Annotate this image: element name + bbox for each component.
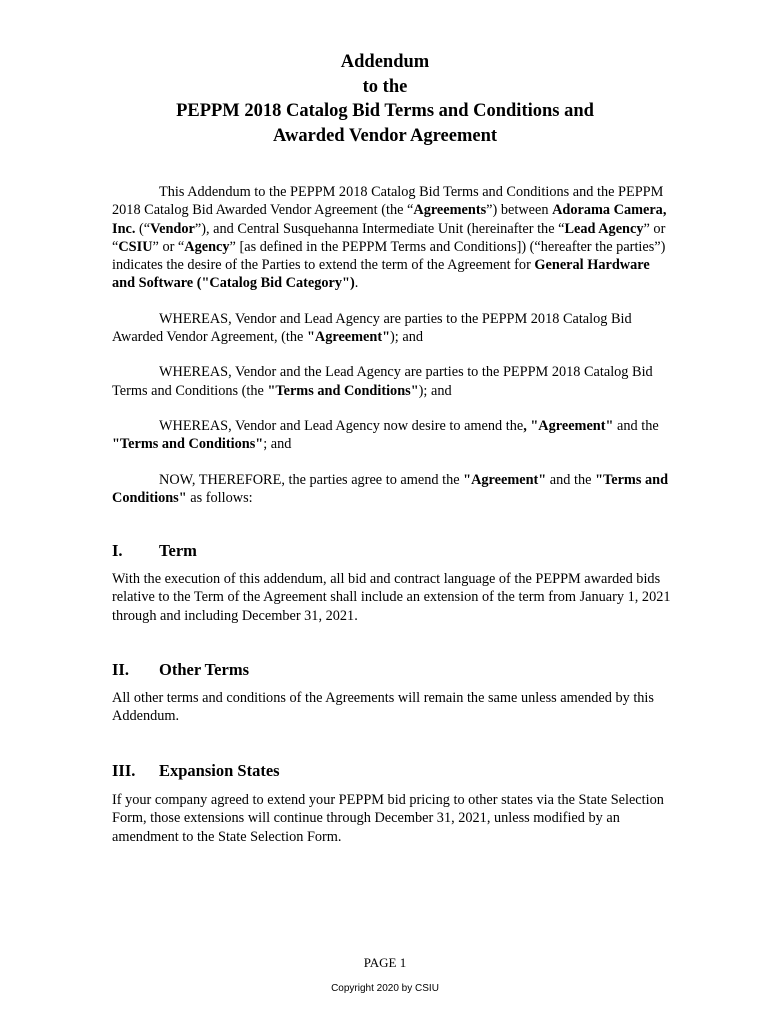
page-number: PAGE 1	[363, 955, 407, 970]
now-therefore-paragraph	[112, 471, 672, 508]
now-bold: "Agreement"	[463, 471, 547, 488]
preamble	[112, 183, 672, 524]
now-text: as follows:	[186, 489, 253, 506]
intro-text: This Addendum to the PEPPM 2018 Catalog Bid Terms and Conditions and the PEPPM 2018 Catalog Bid Awarded Vendor Agreement (the “	[112, 184, 664, 219]
section-heading-term	[112, 541, 672, 561]
section-body-term	[112, 570, 672, 625]
section-body-other-terms	[112, 689, 672, 726]
intro-text: .	[354, 275, 359, 292]
intro-text: ” [as defined in the PEPPM Terms and Conditions]) (“hereafter the parties”) indicates the desire of the Parties to extend the term of the Agreement for	[112, 238, 666, 274]
intro-bold: Adorama Camera, Inc.	[112, 202, 667, 237]
intro-text: ”) between	[486, 202, 553, 219]
intro-bold: Lead Agency	[564, 220, 644, 237]
intro-paragraph	[112, 183, 672, 293]
whereas-text: WHEREAS, Vendor and the Lead Agency are parties to the PEPPM 2018 Catalog Bid Terms and Conditions (the	[112, 364, 653, 399]
title-line-1: Addendum	[340, 52, 430, 72]
section-title: Other Terms	[159, 660, 249, 679]
whereas-text: WHEREAS, Vendor and Lead Agency now desire to amend the	[159, 417, 524, 434]
title-line-2: to the	[362, 76, 408, 97]
section-text: With the execution of this addendum, all bid and contract language of the PEPPM awarded bids relative to the Term of the Agreement shall include an extension of the term from January 1, 2021 through and including December 31, 2021.	[112, 571, 671, 624]
section-text: If your company agreed to extend your PEPPM bid pricing to other states via the State Selection Form, those extensions will continue through December 31, 2021, unless modified by an amendment to the State Selection Form.	[112, 792, 664, 845]
section-title: Expansion States	[159, 761, 280, 780]
now-text: NOW, THEREFORE, the parties agree to amend the	[159, 471, 464, 488]
section-heading-other-terms	[112, 660, 672, 680]
now-bold: "Terms and Conditions"	[112, 471, 669, 506]
intro-text: ” or “	[152, 238, 185, 255]
title-line-3: PEPPM 2018 Catalog Bid Terms and Conditions and	[176, 101, 594, 121]
copyright-notice: Copyright 2020 by CSIU	[331, 983, 439, 994]
intro-text: ”), and Central Susquehanna Intermediate Unit (hereinafter the “	[194, 220, 565, 237]
document-title	[0, 50, 770, 148]
whereas-paragraph-2	[112, 363, 672, 400]
whereas-bold: , "Agreement"	[523, 417, 614, 434]
whereas-bold: "Agreement"	[306, 329, 391, 346]
section-number: III.	[112, 761, 136, 780]
whereas-paragraph-3	[112, 417, 672, 454]
title-line-4: Awarded Vendor Agreement	[272, 125, 498, 146]
whereas-paragraph-1	[112, 310, 672, 347]
whereas-text: ); and	[418, 382, 452, 399]
whereas-bold: "Terms and Conditions"	[112, 436, 264, 453]
intro-text: (“	[135, 220, 151, 237]
section-number: II.	[112, 660, 129, 679]
intro-bold: General Hardware and Software ("Catalog Bid Category")	[112, 257, 650, 292]
whereas-text: and the	[613, 417, 659, 434]
intro-bold: Vendor	[150, 220, 195, 237]
whereas-bold: "Terms and Conditions"	[267, 382, 419, 399]
intro-text: ” or “	[112, 220, 666, 255]
intro-bold: CSIU	[118, 238, 153, 255]
section-title: Term	[159, 541, 197, 560]
intro-bold: Agreements	[413, 202, 487, 219]
section-body-expansion-states	[112, 791, 672, 846]
section-number: I.	[112, 541, 123, 560]
intro-bold: Agency	[184, 238, 230, 255]
whereas-text: ; and	[263, 436, 292, 453]
section-heading-expansion-states	[112, 761, 672, 781]
whereas-text: ); and	[390, 329, 423, 346]
whereas-text: WHEREAS, Vendor and Lead Agency are parties to the PEPPM 2018 Catalog Bid Awarded Vendor Agreement, (the	[112, 310, 632, 346]
now-text: and the	[546, 471, 596, 488]
section-text: All other terms and conditions of the Agreements will remain the same unless amended by this Addendum.	[112, 690, 654, 725]
